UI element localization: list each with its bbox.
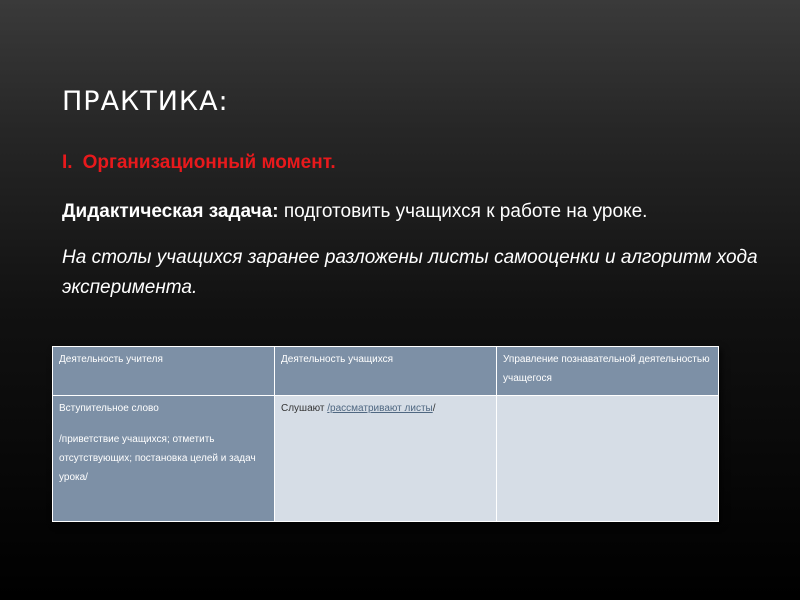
table-header-row xyxy=(53,347,719,396)
students-underlined-text: /рассматривают листы xyxy=(327,403,433,414)
cell-cognitive-management xyxy=(497,396,719,522)
section-number: I. xyxy=(62,152,73,173)
teacher-intro: Вступительное слово xyxy=(59,403,159,414)
didactic-task-label: Дидактическая задача: xyxy=(62,201,279,222)
students-prefix: Слушают xyxy=(281,403,328,414)
activity-table xyxy=(52,346,719,522)
didactic-task-text: подготовить учащихся к работе на уроке. xyxy=(278,201,648,222)
section-title: Организационный момент. xyxy=(82,152,336,173)
table-row xyxy=(53,396,719,522)
cell-teacher-activity xyxy=(53,396,275,522)
teacher-details: /приветствие учащихся; отметить отсутствующих; постановка целей и задач урока/ xyxy=(59,434,256,483)
preparation-note: На столы учащихся заранее разложены листы самооценки и алгоритм хода эксперимента. xyxy=(62,247,758,298)
header-student-activity: Деятельность учащихся xyxy=(275,347,497,396)
header-cognitive-management: Управление познавательной деятельностью учащегося xyxy=(497,347,719,396)
header-teacher-activity: Деятельность учителя xyxy=(53,347,275,396)
didactic-task xyxy=(62,199,647,225)
students-suffix: / xyxy=(432,403,436,414)
section-heading xyxy=(62,150,336,176)
cell-student-activity xyxy=(275,396,497,522)
slide-title: ПРАКТИКА: xyxy=(62,86,229,117)
